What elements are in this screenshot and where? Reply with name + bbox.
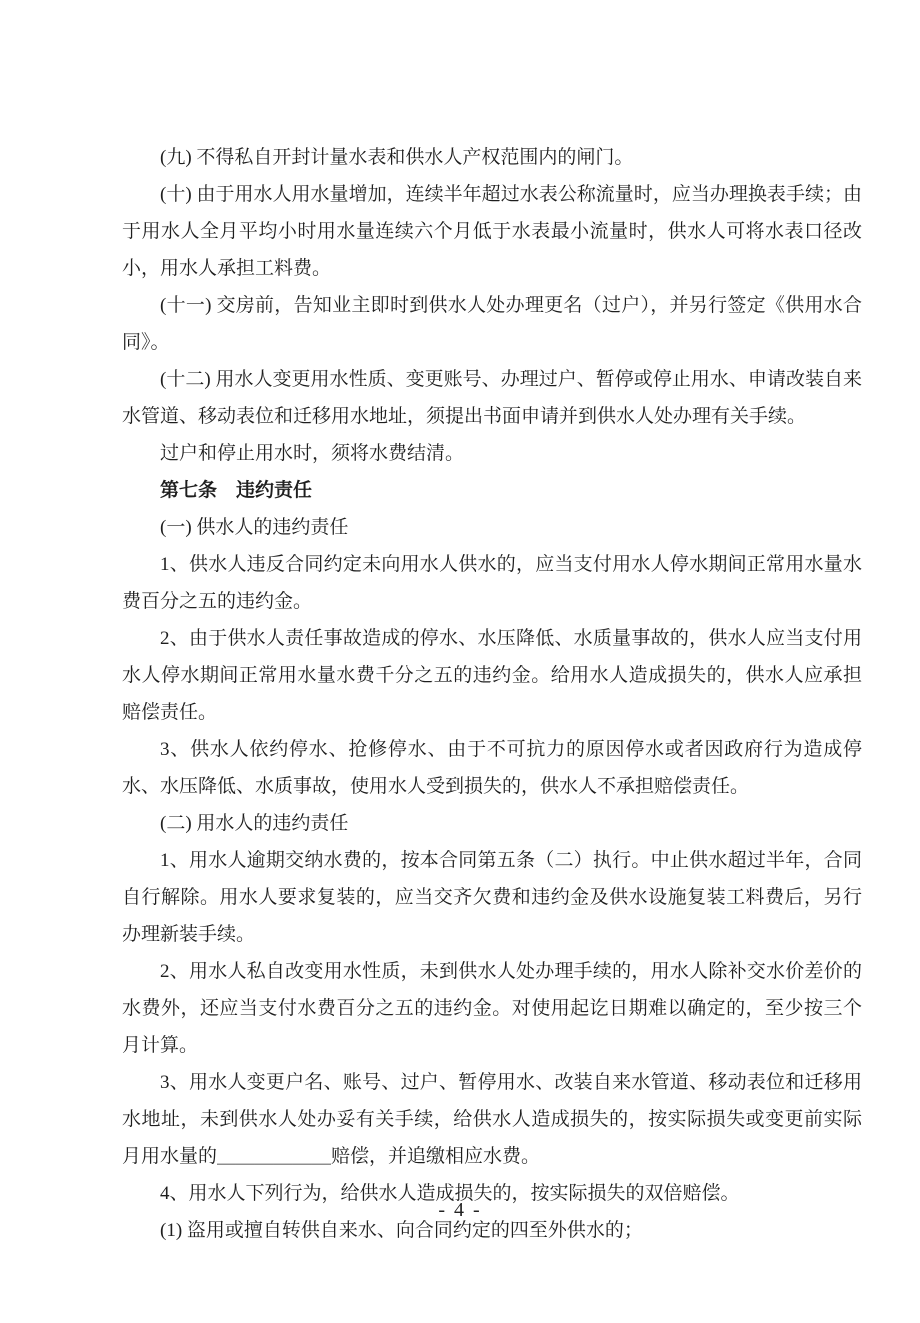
supplier-liability-item-1: 1、供水人违反合同约定未向用水人供水的，应当支付用水人停水期间正常用水量水费百分之五的违约金。 — [122, 554, 862, 612]
user-liability-item-4-sub-1: (1) 盗用或擅自转供自来水、向合同约定的四至外供水的； — [160, 1220, 643, 1241]
transfer-settlement-note: 过户和停止用水时，须将水费结清。 — [160, 443, 465, 464]
user-liability-item-2: 2、用水人私自改变用水性质，未到供水人处办理手续的，用水人除补交水价差价的水费外，还应当支付水费百分之五的违约金。对使用起讫日期难以确定的，至少按三个月计算。 — [122, 961, 862, 1056]
supplier-liability-item-3: 3、供水人依约停水、抢修停水、由于不可抗力的原因停水或者因政府行为造成停水、水压降低、水质事故，使用水人受到损失的，供水人不承担赔偿责任。 — [122, 739, 862, 797]
contract-body — [122, 139, 862, 1249]
article-7-heading: 第七条 违约责任 — [160, 480, 313, 501]
clause-item-10: (十) 由于用水人用水量增加，连续半年超过水表公称流量时，应当办理换表手续；由于用水人全月平均小时用水量连续六个月低于水表最小流量时，供水人可将水表口径改小，用水人承担工料费。 — [122, 184, 862, 279]
user-liability-item-1: 1、用水人逾期交纳水费的，按本合同第五条（二）执行。中止供水超过半年，合同自行解除。用水人要求复装的，应当交齐欠费和违约金及供水设施复装工料费后，另行办理新装手续。 — [122, 850, 862, 945]
clause-item-12: (十二) 用水人变更用水性质、变更账号、办理过户、暂停或停止用水、申请改装自来水管道、移动表位和迁移用水地址，须提出书面申请并到供水人处办理有关手续。 — [122, 369, 862, 427]
user-liability-item-4: 4、用水人下列行为，给供水人造成损失的，按实际损失的双倍赔偿。 — [160, 1183, 740, 1204]
user-liability-item-3-with-blank: 3、用水人变更户名、账号、过户、暂停用水、改装自来水管道、移动表位和迁移用水地址，未到供水人处办妥有关手续，给供水人造成损失的，按实际损失或变更前实际月用水量的＿＿＿＿＿＿赔偿，并追缴相应水费。 — [122, 1072, 862, 1167]
supplier-liability-title: (一) 供水人的违约责任 — [160, 517, 349, 538]
clause-item-9: (九) 不得私自开封计量水表和供水人产权范围内的闸门。 — [160, 147, 634, 168]
page-number: - 4 - — [438, 1199, 482, 1221]
clause-item-11: (十一) 交房前，告知业主即时到供水人处办理更名（过户），并另行签定《供用水合同》。 — [122, 295, 862, 353]
supplier-liability-item-2: 2、由于供水人责任事故造成的停水、水压降低、水质量事故的，供水人应当支付用水人停水期间正常用水量水费千分之五的违约金。给用水人造成损失的，供水人应承担赔偿责任。 — [122, 628, 862, 723]
user-liability-title: (二) 用水人的违约责任 — [160, 813, 349, 834]
